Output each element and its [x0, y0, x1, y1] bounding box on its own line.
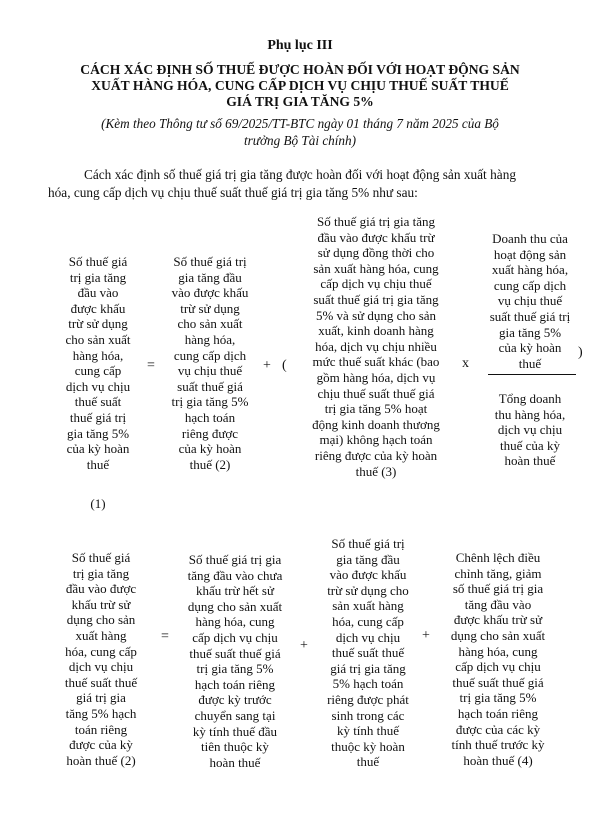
formula2-plus1: +: [300, 638, 308, 653]
text-line: Chênh lệch điều: [455, 550, 541, 565]
text-line: thuế: [518, 355, 542, 371]
subtitle-line: trưởng Bộ Tài chính): [243, 133, 357, 148]
formula1-term3: [292, 214, 460, 479]
text-line: tính thuế trước kỳ: [451, 737, 545, 753]
text-line: dịch vụ chịu: [65, 378, 131, 394]
formula1-plus: +: [263, 358, 271, 373]
text-line: tăng đầu vào: [464, 596, 532, 612]
intro-paragraph: Cách xác định số thuế giá trị gia tăng được hoàn đối với hoạt động sản xuất hàng hóa, cung cấp dịch vụ chịu thuế suất thuế giá trị gia tăng 5% như sau:: [48, 167, 516, 200]
text-line: vụ chịu thuế: [177, 363, 243, 379]
text-line: tăng đầu vào chưa: [187, 567, 283, 583]
text-line: hàng hóa,: [184, 331, 236, 347]
text-line: 5% hạch toán: [332, 676, 404, 692]
formula2-plus2: +: [422, 628, 430, 643]
text-line: thuế: [356, 754, 380, 770]
text-line: khấu trừ hết sử: [196, 583, 274, 599]
document-title: [60, 62, 540, 110]
text-line: trừ sử dụng cho: [327, 582, 409, 598]
text-line: thu hàng hóa,: [494, 406, 566, 422]
text-line: suất thuế giá: [177, 378, 243, 394]
text-line: tiên thuộc kỳ: [201, 739, 269, 755]
text-line: riêng được phát: [327, 691, 409, 707]
formula1-denominator: [474, 391, 586, 469]
text-line: chỉnh tăng, giảm: [454, 565, 542, 581]
text-line: hàng hóa, cung: [458, 643, 538, 659]
text-line: của kỳ hoàn: [66, 441, 130, 457]
text-line: riêng được của kỳ hoàn: [314, 447, 438, 463]
text-line: cho sản xuất: [177, 316, 243, 332]
title-line: XUẤT HÀNG HÓA, CUNG CẤP DỊCH VỤ CHỊU THUẾ SUẤT THUẾ: [91, 78, 509, 93]
text-line: thuế suất thuế: [331, 645, 405, 661]
text-line: xuất hàng hóa,: [491, 262, 569, 278]
text-line: cung cấp dịch: [493, 277, 567, 293]
text-line: gia tăng đầu: [336, 551, 400, 567]
text-line: gia tăng đầu: [178, 269, 242, 285]
formula2-equals: =: [161, 629, 169, 644]
text-line: được khấu trừ sử: [453, 612, 543, 628]
text-line: thuế (3): [355, 463, 397, 479]
text-line: thuế giá trị: [69, 409, 127, 425]
text-line: hạch toán riêng: [457, 705, 539, 721]
text-line: mức thuế suất khác (bao: [312, 354, 440, 370]
text-line: dụng cho sản: [66, 612, 136, 628]
text-line: trị gia tăng 5% hoạt: [324, 401, 428, 417]
text-line: hàng hóa, cung: [195, 614, 275, 630]
text-line: sản xuất hàng hóa, cung: [313, 260, 439, 276]
text-line: hoàn thuế: [209, 754, 261, 770]
text-line: thuế của kỳ: [500, 437, 560, 453]
text-line: riêng được: [181, 425, 239, 441]
title-line: GIÁ TRỊ GIA TĂNG 5%: [226, 94, 374, 109]
text-line: suất thuế giá trị: [489, 308, 571, 324]
text-line: hóa, dịch vụ chịu nhiều: [315, 338, 437, 354]
text-line: được của các kỳ: [455, 721, 541, 737]
text-line: khấu trừ sử: [71, 596, 131, 612]
formula1-term1-index: (1): [90, 496, 106, 511]
text-line: trị gia tăng: [72, 565, 130, 581]
text-line: vào được khấu: [329, 567, 407, 583]
formula1-close-paren: ): [578, 345, 583, 360]
text-line: thuế: [86, 456, 110, 472]
text-line: Số thuế giá trị gia: [188, 552, 282, 567]
text-line: Số thuế giá trị gia tăng: [316, 214, 436, 229]
formula1-term1: [58, 254, 138, 472]
text-line: gồm hàng hóa, dịch vụ: [316, 369, 436, 385]
text-line: hoàn thuế (2): [66, 752, 136, 768]
appendix-label: Phụ lục III: [267, 38, 333, 53]
text-line: cấp dịch vụ chịu thuế: [320, 276, 432, 292]
text-line: giá trị gia: [76, 690, 126, 706]
text-line: mại) không hạch toán: [319, 432, 433, 448]
text-line: cho sản xuất: [65, 331, 131, 347]
text-line: Tổng doanh: [498, 391, 562, 406]
text-line: dịch vụ chịu: [68, 659, 134, 675]
text-line: Số thuế giá: [71, 550, 131, 565]
text-line: xuất, kinh doanh hàng: [318, 323, 434, 339]
text-line: hạch toán: [184, 409, 236, 425]
text-line: sinh trong các: [331, 707, 405, 723]
text-line: hóa, cung cấp: [332, 613, 404, 629]
subtitle-line: (Kèm theo Thông tư số 69/2025/TT-BTC ngày 01 tháng 7 năm 2025 của Bộ: [101, 116, 499, 131]
text-line: thuế suất thuế giá: [452, 674, 544, 690]
text-line: hoàn thuế (4): [463, 752, 533, 768]
text-line: thuế (2): [189, 456, 231, 472]
text-line: dụng cho sản xuất: [187, 598, 283, 614]
text-line: giá trị gia tăng: [330, 660, 406, 676]
text-line: cung cấp: [74, 363, 122, 379]
text-line: dụng cho sản xuất: [450, 627, 546, 643]
text-line: sử dụng đồng thời cho: [317, 245, 435, 261]
text-line: sản xuất hàng: [332, 598, 404, 614]
text-line: Số thuế giá trị: [173, 254, 247, 269]
text-line: gia tăng 5%: [498, 324, 562, 340]
text-line: thuộc kỳ hoàn: [331, 738, 405, 754]
text-line: kỳ tính thuế: [336, 723, 400, 739]
text-line: đầu vào được: [65, 581, 137, 597]
formula1-term2: [160, 254, 260, 472]
text-line: chịu thuế suất thuế giá: [317, 385, 435, 401]
text-line: Số thuế giá trị: [331, 536, 405, 551]
text-line: thuế suất: [74, 394, 122, 410]
text-line: trị gia tăng 5%: [196, 661, 274, 677]
text-line: thuế suất thuế giá: [189, 645, 281, 661]
text-line: Doanh thu của: [492, 231, 568, 246]
text-line: đầu vào: [77, 285, 119, 301]
text-line: tăng 5% hạch: [65, 705, 137, 721]
formula1-equals: =: [147, 358, 155, 373]
text-line: toán riêng: [74, 721, 128, 737]
formula1-numerator: [474, 231, 586, 371]
text-line: của kỳ hoàn: [178, 441, 242, 457]
text-line: trừ sử dụng: [68, 316, 128, 332]
text-line: 5% và sử dụng cho sản: [315, 307, 437, 323]
text-line: cấp dịch vụ chịu: [192, 629, 278, 645]
text-line: trị gia tăng: [69, 269, 127, 285]
text-line: trị gia tăng 5%: [459, 690, 537, 706]
formula1-times: x: [462, 356, 469, 371]
text-line: dịch vụ chịu: [335, 629, 401, 645]
text-line: hóa, cung cấp: [65, 643, 137, 659]
text-line: được khấu: [70, 300, 126, 316]
text-line: suất thuế giá trị gia tăng: [313, 291, 439, 307]
text-line: đầu vào được khấu trừ: [317, 229, 435, 245]
title-line: CÁCH XÁC ĐỊNH SỐ THUẾ ĐƯỢC HOÀN ĐỐI VỚI HOẠT ĐỘNG SẢN: [80, 62, 520, 77]
text-line: trừ sử dụng: [180, 300, 240, 316]
formula1-fraction-bar: [488, 374, 576, 375]
formula2-term4: [438, 550, 558, 768]
text-line: trị gia tăng 5%: [171, 394, 249, 410]
text-line: Số thuế giá: [68, 254, 128, 269]
formula2-term3: [314, 536, 422, 770]
text-line: chuyển sang tại: [194, 707, 276, 723]
text-line: cấp dịch vụ chịu: [455, 659, 541, 675]
document-subtitle: [60, 115, 540, 149]
text-line: xuất hàng: [75, 627, 127, 643]
text-line: kỳ tính thuế đầu: [192, 723, 278, 739]
text-line: vụ chịu thuế: [497, 293, 563, 309]
formula1-open-paren: (: [282, 358, 287, 373]
text-line: hạch toán riêng: [194, 676, 276, 692]
text-line: động kinh doanh thương: [312, 416, 440, 432]
text-line: của kỳ hoàn: [498, 340, 562, 356]
text-line: gia tăng 5%: [66, 425, 130, 441]
formula2-term2: [176, 552, 294, 770]
text-line: dịch vụ chịu: [497, 422, 563, 438]
text-line: hàng hóa,: [72, 347, 124, 363]
text-line: số thuế giá trị gia: [452, 581, 544, 597]
text-line: được của kỳ: [69, 737, 133, 753]
text-line: hoạt động sản: [493, 246, 567, 262]
formula2-term1: [52, 550, 150, 768]
text-line: được kỳ trước: [198, 692, 272, 708]
text-line: vào được khấu: [171, 285, 249, 301]
text-line: hoàn thuế: [504, 453, 556, 469]
text-line: cung cấp dịch: [173, 347, 247, 363]
text-line: thuế suất thuế: [64, 674, 138, 690]
